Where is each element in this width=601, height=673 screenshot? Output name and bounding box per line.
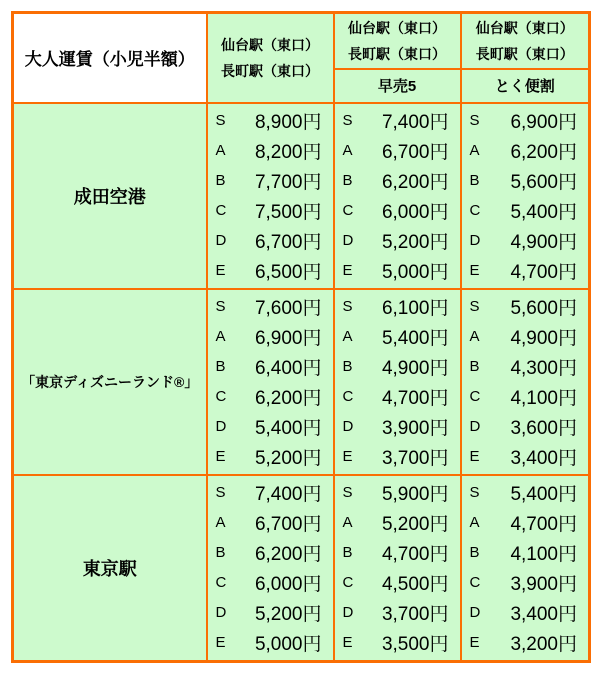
fare-table-wrapper: [11, 11, 591, 663]
fare-price: 4,700円: [381, 544, 449, 565]
fare-line: [462, 136, 589, 166]
fare-cell: [461, 289, 590, 475]
fare-line: [462, 322, 589, 352]
station-name: 仙台駅（東口）: [475, 19, 574, 36]
fare-price: 6,700円: [381, 142, 449, 163]
fare-price: 5,200円: [381, 514, 449, 535]
fare-cell: [207, 289, 334, 475]
fare-line: [335, 478, 460, 508]
fare-price: 4,500円: [381, 574, 449, 595]
column-header-hayauri: [334, 13, 461, 69]
fare-price: 4,900円: [510, 232, 577, 253]
fare-price: 7,700円: [254, 172, 322, 193]
fare-line: [335, 106, 460, 136]
fare-price: 6,900円: [254, 328, 322, 349]
fare-class: C: [342, 574, 354, 591]
fare-class: S: [342, 112, 353, 129]
fare-class: E: [469, 262, 480, 279]
fare-line: [462, 166, 589, 196]
fare-line: [462, 538, 589, 568]
fare-line: [208, 256, 333, 286]
fare-line: [208, 292, 333, 322]
fare-line: [208, 412, 333, 442]
fare-price: 8,200円: [254, 142, 322, 163]
fare-class: B: [469, 358, 480, 375]
fare-class: B: [342, 172, 353, 189]
fare-line: [208, 226, 333, 256]
fare-class: A: [215, 142, 226, 159]
station-name: 仙台駅（東口）: [348, 19, 446, 36]
fare-line: [335, 568, 460, 598]
fare-price: 6,100円: [381, 298, 449, 319]
fare-line: [335, 442, 460, 472]
fare-class: S: [215, 112, 226, 129]
fare-line: [208, 382, 333, 412]
fare-price: 5,000円: [381, 262, 449, 283]
fare-price: 8,900円: [254, 112, 322, 133]
fare-class: S: [342, 484, 353, 501]
fare-line: [335, 412, 460, 442]
fare-line: [208, 136, 333, 166]
fare-class: C: [469, 388, 481, 405]
fare-line: [335, 352, 460, 382]
fare-line: [335, 226, 460, 256]
fare-class: E: [215, 634, 226, 651]
fare-class: A: [469, 514, 480, 531]
fare-line: [462, 568, 589, 598]
fare-line: [208, 196, 333, 226]
fare-price: 5,400円: [510, 202, 577, 223]
fare-price: 6,700円: [254, 232, 322, 253]
fare-line: [208, 568, 333, 598]
fare-class: A: [215, 514, 226, 531]
fare-class: B: [215, 544, 226, 561]
fare-price: 5,900円: [381, 484, 449, 505]
station-name: 長町駅（東口）: [348, 45, 446, 62]
fare-price: 4,300円: [510, 358, 577, 379]
fare-price: 6,200円: [381, 172, 449, 193]
fare-class: C: [469, 574, 481, 591]
fare-price: 5,600円: [510, 298, 577, 319]
fare-price: 3,600円: [510, 418, 577, 439]
fare-line: [208, 322, 333, 352]
fare-line: [335, 136, 460, 166]
fare-class: E: [215, 448, 226, 465]
fare-price: 7,500円: [254, 202, 322, 223]
fare-line: [335, 166, 460, 196]
fare-class: A: [342, 328, 353, 345]
table-title: 大人運賃（小児半額）: [13, 13, 207, 103]
fare-line: [208, 478, 333, 508]
station-name: 仙台駅（東口）: [221, 36, 319, 53]
fare-class: B: [342, 544, 353, 561]
fare-class: S: [469, 112, 480, 129]
fare-price: 6,700円: [254, 514, 322, 535]
fare-price: 3,400円: [510, 604, 577, 625]
fare-price: 6,200円: [510, 142, 577, 163]
fare-class: B: [469, 544, 480, 561]
fare-cell: [334, 475, 461, 662]
fare-class: D: [342, 418, 354, 435]
fare-class: D: [215, 232, 227, 249]
fare-class: D: [469, 232, 481, 249]
fare-class: S: [215, 484, 226, 501]
fare-class: B: [342, 358, 353, 375]
destination-row-tokyo: [13, 475, 590, 662]
fare-class: A: [469, 328, 480, 345]
fare-class: C: [215, 388, 227, 405]
fare-class: C: [469, 202, 481, 219]
fare-price: 6,200円: [254, 544, 322, 565]
fare-price: 3,500円: [381, 634, 449, 655]
fare-line: [462, 196, 589, 226]
fare-line: [335, 508, 460, 538]
fare-class: D: [342, 232, 354, 249]
fare-line: [462, 508, 589, 538]
fare-line: [208, 106, 333, 136]
fare-cell: [461, 103, 590, 289]
fare-class: S: [342, 298, 353, 315]
fare-price: 4,100円: [510, 388, 577, 409]
fare-line: [462, 598, 589, 628]
fare-class: D: [342, 604, 354, 621]
fare-line: [462, 442, 589, 472]
fare-line: [335, 628, 460, 658]
destination-row-narita: [13, 103, 590, 289]
fare-line: [208, 628, 333, 658]
fare-class: A: [215, 328, 226, 345]
fare-price: 5,400円: [510, 484, 577, 505]
fare-line: [462, 106, 589, 136]
fare-price: 3,900円: [381, 418, 449, 439]
column-header-tokubinwari: [461, 13, 590, 69]
fare-price: 3,700円: [381, 604, 449, 625]
fare-price: 6,900円: [510, 112, 577, 133]
fare-table: [11, 11, 591, 663]
fare-price: 5,200円: [254, 448, 322, 469]
fare-price: 4,700円: [381, 388, 449, 409]
fare-line: [208, 352, 333, 382]
fare-line: [335, 256, 460, 286]
fare-class: B: [215, 172, 226, 189]
destination-label: 「東京ディズニーランド®」: [13, 289, 207, 475]
fare-line: [462, 226, 589, 256]
fare-price: 6,500円: [254, 262, 322, 283]
fare-price: 5,200円: [254, 604, 322, 625]
fare-class: D: [215, 418, 227, 435]
fare-price: 4,900円: [381, 358, 449, 379]
column-header-standard: [207, 13, 334, 103]
fare-class: A: [342, 142, 353, 159]
fare-cell: [461, 475, 590, 662]
fare-class: E: [342, 448, 353, 465]
destination-label: 成田空港: [13, 103, 207, 289]
fare-class: C: [215, 574, 227, 591]
fare-price: 6,400円: [254, 358, 322, 379]
fare-line: [462, 382, 589, 412]
destination-label: 東京駅: [13, 475, 207, 662]
fare-price: 4,700円: [510, 514, 577, 535]
station-name: 長町駅（東口）: [475, 45, 574, 62]
fare-price: 4,700円: [510, 262, 577, 283]
fare-line: [208, 598, 333, 628]
fare-line: [208, 166, 333, 196]
header-row-stations: [13, 13, 590, 69]
fare-class: D: [469, 418, 481, 435]
fare-class: B: [215, 358, 226, 375]
fare-price: 3,700円: [381, 448, 449, 469]
fare-line: [208, 508, 333, 538]
fare-price: 5,000円: [254, 634, 322, 655]
subheader-tokubinwari: とく便割: [461, 69, 590, 103]
fare-class: E: [342, 262, 353, 279]
fare-price: 5,400円: [254, 418, 322, 439]
fare-price: 4,100円: [510, 544, 577, 565]
fare-line: [335, 322, 460, 352]
fare-class: S: [469, 298, 480, 315]
fare-class: C: [342, 202, 354, 219]
fare-price: 5,200円: [381, 232, 449, 253]
fare-class: E: [469, 634, 480, 651]
fare-line: [335, 382, 460, 412]
fare-line: [335, 292, 460, 322]
fare-line: [462, 628, 589, 658]
fare-class: S: [469, 484, 480, 501]
fare-cell: [334, 103, 461, 289]
fare-line: [208, 538, 333, 568]
fare-class: D: [469, 604, 481, 621]
fare-cell: [334, 289, 461, 475]
fare-line: [462, 352, 589, 382]
fare-class: A: [469, 142, 480, 159]
fare-cell: [207, 475, 334, 662]
fare-class: C: [215, 202, 227, 219]
fare-class: S: [215, 298, 226, 315]
fare-line: [335, 196, 460, 226]
fare-price: 5,400円: [381, 328, 449, 349]
destination-row-disneyland: [13, 289, 590, 475]
fare-price: 5,600円: [510, 172, 577, 193]
fare-line: [208, 442, 333, 472]
fare-line: [335, 598, 460, 628]
fare-line: [462, 292, 589, 322]
subheader-hayauri5: 早売5: [334, 69, 461, 103]
fare-price: 6,200円: [254, 388, 322, 409]
fare-cell: [207, 103, 334, 289]
fare-price: 6,000円: [254, 574, 322, 595]
fare-line: [335, 538, 460, 568]
fare-price: 6,000円: [381, 202, 449, 223]
fare-class: B: [469, 172, 480, 189]
fare-line: [462, 412, 589, 442]
fare-line: [462, 478, 589, 508]
fare-price: 3,400円: [510, 448, 577, 469]
fare-class: E: [469, 448, 480, 465]
fare-line: [462, 256, 589, 286]
fare-price: 3,900円: [510, 574, 577, 595]
fare-price: 7,400円: [254, 484, 322, 505]
fare-class: C: [342, 388, 354, 405]
fare-class: D: [215, 604, 227, 621]
fare-class: E: [215, 262, 226, 279]
fare-price: 4,900円: [510, 328, 577, 349]
fare-price: 7,400円: [381, 112, 449, 133]
fare-class: A: [342, 514, 353, 531]
fare-price: 7,600円: [254, 298, 322, 319]
fare-price: 3,200円: [510, 634, 577, 655]
station-name: 長町駅（東口）: [221, 62, 319, 79]
fare-class: E: [342, 634, 353, 651]
